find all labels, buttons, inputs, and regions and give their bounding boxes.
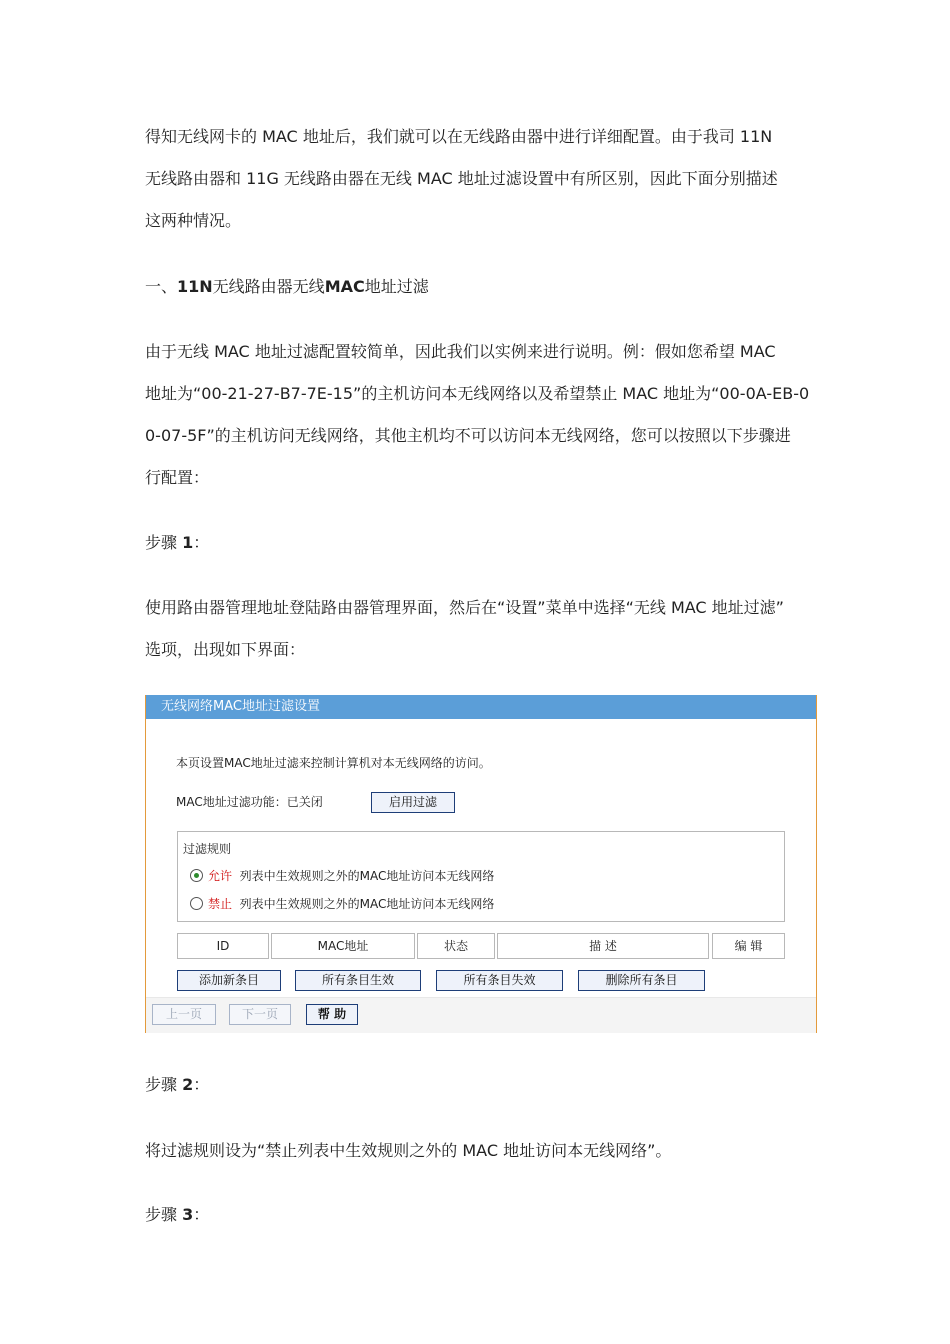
deny-rule-label — [208, 895, 494, 912]
step-label: 步骤 — [145, 1205, 178, 1224]
router-mac-filter-screenshot — [145, 695, 817, 1033]
enable-all-button[interactable]: 所有条目生效 — [295, 970, 421, 991]
text-line: 得知无线网卡的 MAC 地址后，我们就可以在无线路由器中进行详细配置。由于我司 11N — [145, 127, 773, 146]
column-header-status: 状态 — [417, 933, 495, 959]
allow-word: 允许 — [208, 869, 233, 883]
step-number: 3 — [182, 1205, 194, 1224]
text-line: 使用路由器管理地址登陆路由器管理界面，然后在“设置”菜单中选择“无线 MAC 地址过滤” — [145, 598, 784, 617]
text-line: 地址为“00-21-27-B7-7E-15”的主机访问本无线网络以及希望禁止 MAC 地址为“00-0A-EB-0 — [145, 384, 810, 403]
heading-end: 地址过滤 — [364, 277, 429, 296]
disable-all-button[interactable]: 所有条目失效 — [436, 970, 563, 991]
heading-bold-mac: MAC — [324, 277, 365, 296]
heading-prefix: 一、 — [145, 277, 178, 296]
column-header-id: ID — [177, 933, 269, 959]
text-line: 0-07-5F”的主机访问无线网络，其他主机均不可以访问本无线网络，您可以按照以下步骤进 — [145, 426, 791, 445]
paragraph-intro — [145, 116, 810, 242]
text-line: 行配置： — [145, 468, 210, 487]
deny-text: 列表中生效规则之外的MAC地址访问本无线网络 — [239, 897, 495, 911]
enable-filter-button[interactable]: 启用过滤 — [371, 792, 455, 813]
screenshot-description: 本页设置MAC地址过滤来控制计算机对本无线网络的访问。 — [176, 756, 491, 770]
step-colon: ： — [193, 1205, 210, 1224]
section-heading — [145, 266, 810, 308]
step-label: 步骤 — [145, 1075, 178, 1094]
column-header-description: 描 述 — [497, 933, 709, 959]
step-label: 步骤 — [145, 533, 178, 552]
column-header-mac: MAC地址 — [271, 933, 415, 959]
step-1-heading — [145, 522, 810, 564]
heading-mid: 无线路由器无线 — [212, 277, 325, 296]
add-entry-button[interactable]: 添加新条目 — [177, 970, 281, 991]
help-button[interactable]: 帮 助 — [306, 1004, 358, 1025]
allow-text: 列表中生效规则之外的MAC地址访问本无线网络 — [239, 869, 495, 883]
deny-radio[interactable] — [190, 897, 203, 910]
deny-word: 禁止 — [208, 897, 233, 911]
filter-rules-group — [177, 831, 785, 922]
screenshot-title: 无线网络MAC地址过滤设置 — [146, 695, 816, 719]
allow-radio[interactable] — [190, 869, 203, 882]
next-page-button[interactable]: 下一页 — [229, 1004, 291, 1025]
text-line: 将过滤规则设为“禁止列表中生效规则之外的 MAC 地址访问本无线网络”。 — [145, 1141, 672, 1160]
step-2-heading — [145, 1064, 810, 1106]
text-line: 选项，出现如下界面： — [145, 640, 306, 659]
allow-rule-label — [208, 867, 494, 884]
text-line: 这两种情况。 — [145, 211, 242, 230]
heading-bold-11n: 11N — [177, 277, 213, 296]
column-header-edit: 编 辑 — [712, 933, 785, 959]
delete-all-button[interactable]: 删除所有条目 — [578, 970, 705, 991]
step-number: 2 — [182, 1075, 194, 1094]
filter-status-label: MAC地址过滤功能：已关闭 — [176, 795, 323, 809]
text-line: 无线路由器和 11G 无线路由器在无线 MAC 地址过滤设置中有所区别，因此下面分别描述 — [145, 169, 778, 188]
step-colon: ： — [193, 533, 210, 552]
step-colon: ： — [193, 1075, 210, 1094]
text-line: 由于无线 MAC 地址过滤配置较简单，因此我们以实例来进行说明。例：假如您希望 MAC — [145, 342, 776, 361]
paragraph-example — [145, 331, 810, 499]
paragraph-step-1 — [145, 587, 810, 671]
rules-legend: 过滤规则 — [183, 842, 232, 856]
step-3-heading — [145, 1194, 810, 1236]
step-number: 1 — [182, 533, 194, 552]
paragraph-step-2 — [145, 1130, 810, 1172]
prev-page-button[interactable]: 上一页 — [152, 1004, 216, 1025]
